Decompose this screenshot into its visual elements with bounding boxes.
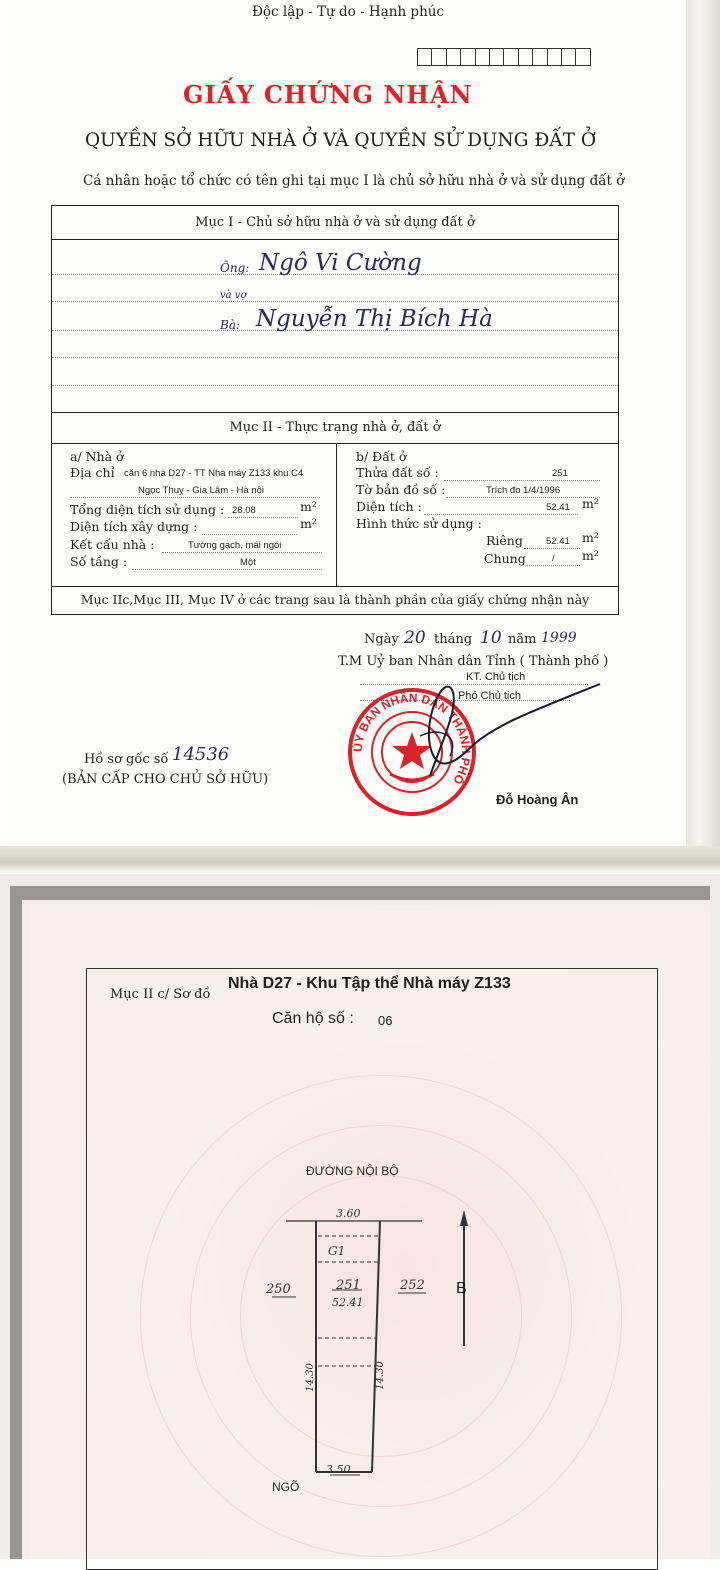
floors-label: Số tầng :	[70, 554, 128, 569]
page-separator	[0, 846, 720, 874]
copy-note: (BẢN CẤP CHO CHỦ SỞ HỮU)	[62, 772, 269, 787]
left-length: 14.30	[304, 1363, 316, 1392]
certificate-number-boxes	[417, 48, 591, 66]
certificate-title: GIẤY CHỨNG NHẬN	[183, 80, 473, 109]
owner1-name: Ngô Vi Cường	[259, 250, 422, 276]
plot-drawing	[260, 1200, 480, 1500]
usage-label: Hình thức sử dụng :	[356, 516, 482, 531]
road-label: ĐƯỜNG NỘI BỘ	[306, 1164, 399, 1178]
date-prefix: Ngày	[364, 632, 399, 647]
shared-value: /	[552, 553, 555, 564]
vice-chairman: Phó Chủ tịch	[458, 690, 521, 702]
total-area-value: 28.08	[232, 505, 256, 516]
address-line2: Ngọc Thuỵ - Gia Lâm - Hà nội	[138, 485, 265, 496]
land-area-label: Diện tích :	[356, 499, 422, 514]
building-name: Nhà D27 - Khu Tập thể Nhà máy Z133	[228, 975, 511, 992]
total-area-label: Tổng diện tích sử dụng :	[70, 502, 225, 517]
certificate-subtitle: QUYỀN SỞ HỮU NHÀ Ở VÀ QUYỀN SỬ DỤNG ĐẤT Ở	[85, 130, 597, 151]
private-unit: m²	[582, 530, 599, 545]
apartment-number: 06	[378, 1013, 393, 1028]
motto: Độc lập - Tự do - Hạnh phúc	[252, 4, 445, 20]
section1-heading: Mục I - Chủ sở hữu nhà ở và sử dụng đất ở	[195, 215, 475, 230]
address-value: căn 6 nhà D27 - TT Nhà máy Z133 khu C4	[124, 468, 304, 479]
owner1-prefix: Ông:	[220, 261, 250, 275]
right-length: 14.30	[374, 1361, 386, 1390]
signature	[400, 676, 610, 788]
shared-unit: m²	[582, 548, 599, 563]
record-label: Hồ sơ gốc số	[84, 752, 169, 767]
land-label: b/ Đất ở	[356, 449, 407, 464]
column-divider	[336, 443, 337, 586]
build-area-unit: m²	[300, 516, 317, 531]
top-width: 3.60	[336, 1207, 361, 1220]
date-day: 20	[404, 628, 426, 648]
parcel-value: 251	[552, 468, 568, 479]
date-year-label: năm	[508, 632, 537, 647]
land-area-value: 52.41	[546, 502, 570, 513]
bottom-width: 3.50	[326, 1463, 351, 1476]
map-label: Tờ bản đồ số :	[356, 482, 446, 497]
seal-text: ỦY BAN NHÂN DÂN THÀNH PHỐ	[350, 690, 474, 787]
private-value: 52.41	[546, 536, 570, 547]
joiner-text: và vợ	[220, 290, 247, 301]
build-area-label: Diện tích xây dựng :	[70, 519, 198, 534]
divider	[52, 239, 618, 240]
structure-value: Tường gạch, mái ngói	[188, 540, 282, 551]
date-month-label: tháng	[434, 632, 473, 647]
certificate-intro: Cá nhân hoặc tổ chức có tên ghi tại mục I là chủ sở hữu nhà ở và sử dụng đất ở	[83, 173, 625, 189]
shared-label: Chung	[484, 551, 526, 566]
apartment-label: Căn hộ số :	[272, 1010, 354, 1027]
gate-label: G1	[328, 1244, 346, 1258]
north-label: B	[456, 1280, 467, 1297]
parcel-label: Thửa đất số :	[356, 465, 439, 480]
center-area: 52.41	[332, 1296, 364, 1309]
section2-heading: Mục II - Thực trạng nhà ở, đất ở	[229, 420, 441, 435]
diagram-section-label: Mục II c/ Sơ đồ	[110, 987, 211, 1002]
divider	[52, 586, 618, 587]
divider	[52, 412, 618, 413]
footer-note: Mục IIc,Mục III, Mục IV ở các trang sau là thành phần của giấy chứng nhận này	[80, 592, 590, 607]
owner2-prefix: Bà:	[220, 318, 241, 332]
date-month: 10	[480, 628, 502, 648]
certificate-table	[51, 205, 619, 615]
map-value: Trích đo 1/4/1996	[486, 485, 561, 496]
address-label: Địa chỉ	[70, 465, 115, 480]
divider	[52, 443, 618, 444]
house-label: a/ Nhà ở	[70, 449, 124, 464]
record-value: 14536	[172, 744, 230, 765]
private-label: Riêng	[486, 533, 523, 548]
center-parcel: 251	[336, 1278, 361, 1293]
left-parcel: 250	[266, 1282, 291, 1297]
right-parcel: 252	[400, 1278, 425, 1293]
owner2-name: Nguyễn Thị Bích Hà	[256, 306, 493, 332]
total-area-unit: m²	[300, 499, 317, 514]
page-edge	[686, 0, 720, 870]
land-area-unit: m²	[582, 496, 599, 511]
signer-name: Đỗ Hoàng Ân	[496, 792, 579, 807]
kt-chairman: KT. Chủ tịch	[466, 671, 526, 683]
date-year: 1999	[541, 630, 577, 646]
authority: T.M Uỷ ban Nhân dân Tỉnh ( Thành phố )	[338, 654, 609, 669]
floors-value: Một	[240, 557, 256, 568]
alley-label: NGÕ	[272, 1480, 300, 1494]
structure-label: Kết cấu nhà :	[70, 537, 155, 552]
